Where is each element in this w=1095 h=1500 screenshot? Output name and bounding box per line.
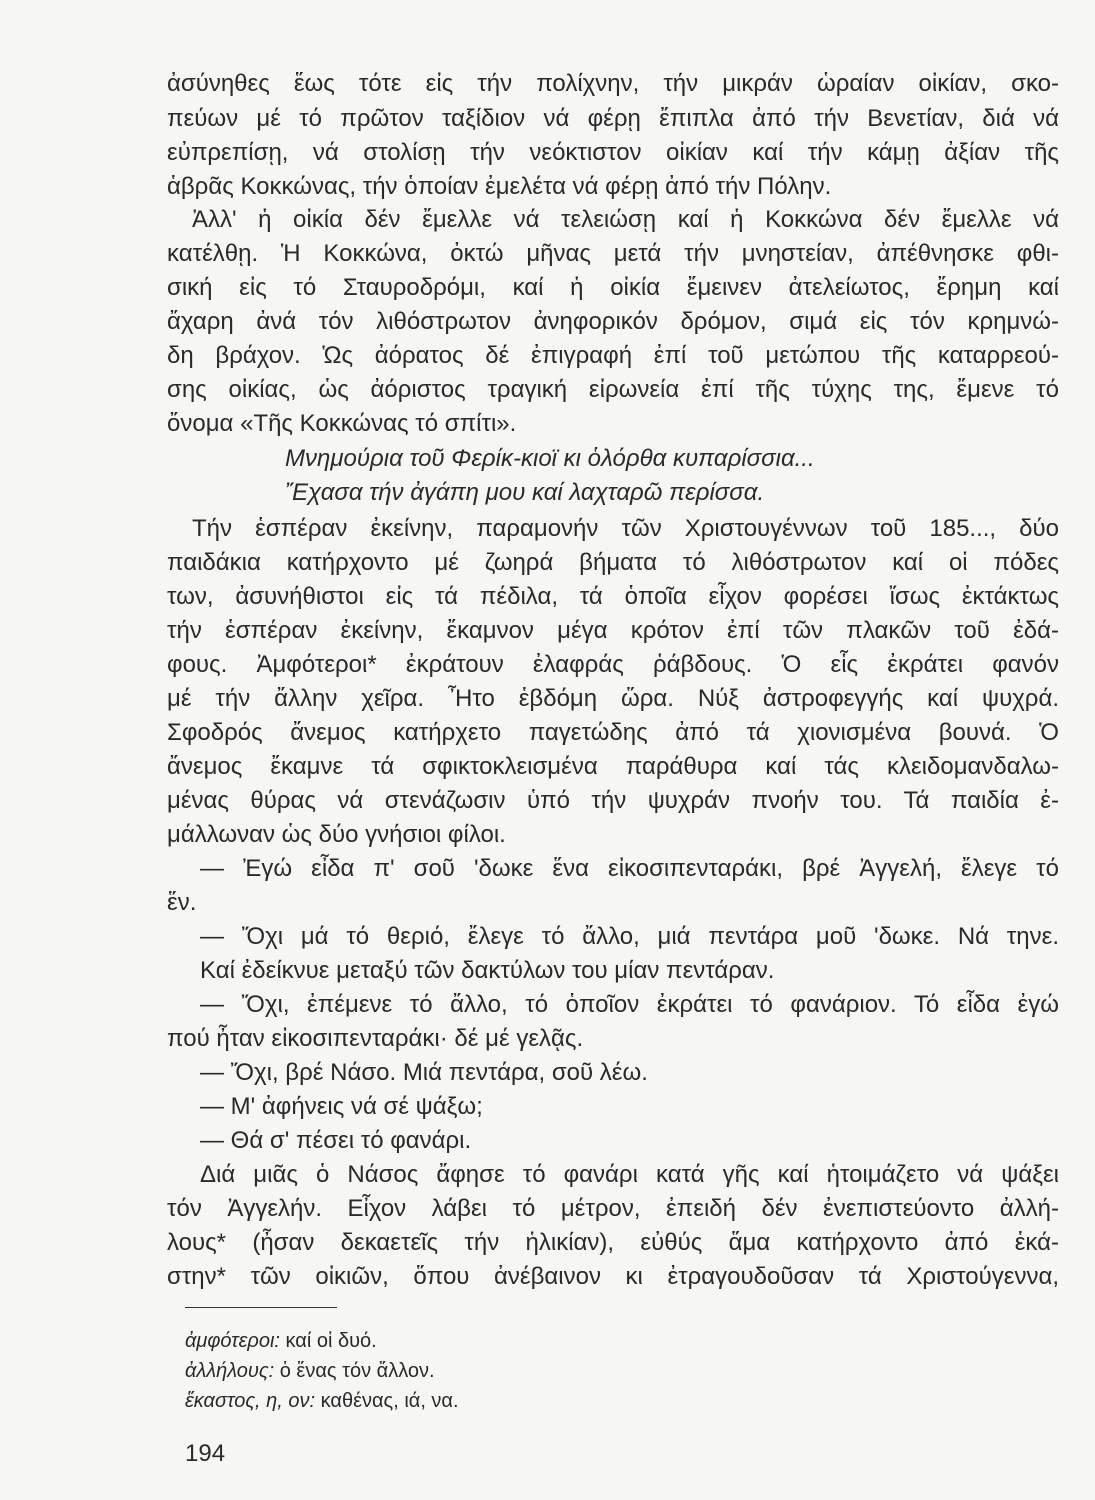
text-line: φους. Ἀμφότεροι* ἐκράτουν ἐλαφράς ῥάβδους. Ὁ εἷς ἐκράτει φανόν [167, 651, 1059, 678]
text-line: σική εἰς τό Σταυροδρόμι, καί ἡ οἰκία ἔμεινεν ἀτελείωτος, ἔρημη καί [167, 274, 1059, 301]
dialogue-line: — Ὄχι, βρέ Νάσο. Μιά πεντάρα, σοῦ λέω. [200, 1059, 648, 1086]
text-line: Διά μιᾶς ὁ Νάσος ἄφησε τό φανάρι κατά γῆς καί ἡτοιμάζετο νά ψάξει [200, 1161, 1059, 1188]
text-line: παιδάκια κατήρχοντο μέ ζωηρά βήματα τό λιθόστρωτον καί οἱ πόδες [167, 549, 1059, 576]
text-line: Τήν ἑσπέραν ἐκείνην, παραμονήν τῶν Χριστουγέννων τοῦ 185..., δύο [192, 515, 1059, 542]
text-line: σης οἰκίας, ὡς ἀόριστος τραγική εἰρωνεία ἐπί τῆς τύχης της, ἔμενε τό [167, 376, 1059, 403]
footnote-term: ἀλλήλους: [185, 1360, 275, 1382]
text-line: ἀσύνηθες ἕως τότε εἰς τήν πολίχνην, τήν μικράν ὡραίαν οἰκίαν, σκο- [167, 70, 1059, 97]
text-line: Καί ἐδείκνυε μεταξύ τῶν δακτύλων του μίαν πεντάραν. [200, 957, 775, 984]
dialogue-line: — Ὄχι, ἐπέμενε τό ἄλλο, τό ὁποῖον ἐκράτει τό φανάριον. Τό εἶδα ἐγώ [200, 991, 1059, 1018]
text-line: δη βράχον. Ὡς ἀόρατος δέ ἐπιγραφή ἐπί τοῦ μετώπου τῆς καταρρεού- [167, 342, 1059, 369]
footnote-term: ἕκαστος, η, ον: [185, 1390, 316, 1412]
footnote-gloss: ὁ ἕνας τόν ἄλλον. [279, 1360, 435, 1382]
footnote [185, 1326, 377, 1356]
text-line: εὐπρεπίσῃ, νά στολίσῃ τήν νεόκτιστον οἰκίαν καί τήν κάμῃ ἀξίαν τῆς [167, 139, 1059, 166]
dialogue-line: — Μ' ἀφήνεις νά σέ ψάξω; [200, 1093, 483, 1120]
text-line: Ἀλλ' ἡ οἰκία δέν ἔμελλε νά τελειώσῃ καί ἡ Κοκκώνα δέν ἔμελλε νά [192, 206, 1059, 233]
text-line: τήν ἑσπέραν ἐκείνην, ἔκαμνον μέγα κρότον ἐπί τῶν πλακῶν τοῦ ἐδά- [167, 617, 1059, 644]
footnote [185, 1356, 435, 1386]
dialogue-line: — Ὄχι μά τό θεριό, ἔλεγε τό ἄλλο, μιά πεντάρα μοῦ 'δωκε. Νά τηνε. [200, 923, 1059, 950]
text-line: κατέλθῃ. Ἡ Κοκκώνα, ὀκτώ μῆνας μετά τήν μνηστείαν, ἀπέθνησκε φθι- [167, 240, 1059, 267]
text-line: ἄχαρη ἀνά τόν λιθόστρωτον ἀνηφορικόν δρόμον, σιμά εἰς τόν κρημνώ- [167, 308, 1059, 335]
text-line: μένας θύρας νά στενάζωσιν ὑπό τήν ψυχράν πνοήν του. Τά παιδία ἐ- [167, 787, 1059, 814]
text-line: ἄνεμος ἔκαμνε τά σφικτοκλεισμένα παράθυρα καί τάς κλειδομανδαλω- [167, 753, 1059, 780]
text-line: λους* (ἦσαν δεκαετεῖς τήν ἡλικίαν), εὐθύς ἅμα κατήρχοντο ἀπό ἑκά- [167, 1229, 1059, 1256]
text-line: μέ τήν ἄλλην χεῖρα. Ἦτο ἑβδόμη ὥρα. Νύξ ἀστροφεγγής καί ψυχρά. [167, 685, 1059, 712]
verse-line: Μνημούρια τοῦ Φερίκ-κιοϊ κι ὁλόρθα κυπαρίσσια... [285, 445, 815, 472]
dialogue-line: — Ἐγώ εἶδα π' σοῦ 'δωκε ἕνα εἰκοσιπενταράκι, βρέ Ἀγγελή, ἔλεγε τό [200, 855, 1059, 882]
verse-line: Ἔχασα τήν ἀγάπη μου καί λαχταρῶ περίσσα. [285, 479, 765, 506]
text-line: Σφοδρός ἄνεμος κατήρχετο παγετώδης ἀπό τά χιονισμένα βουνά. Ὁ [167, 719, 1059, 746]
footnote [185, 1386, 459, 1416]
dialogue-line: — Θά σ' πέσει τό φανάρι. [200, 1127, 472, 1154]
text-line: ὄνομα «Τῆς Κοκκώνας τό σπίτι». [167, 410, 517, 437]
footnote-term: ἀμφότεροι: [185, 1330, 280, 1352]
footnote-gloss: καθένας, ιά, να. [320, 1390, 459, 1412]
text-line: ἕν. [167, 889, 197, 916]
footnote-divider [185, 1307, 337, 1308]
text-line: ἁβρᾶς Κοκκώνας, τήν ὁποίαν ἐμελέτα νά φέρῃ ἀπό τήν Πόλην. [167, 173, 832, 200]
text-line: στην* τῶν οἰκιῶν, ὅπου ἀνέβαινον κι ἐτραγουδοῦσαν τά Χριστούγεννα, [167, 1263, 1059, 1290]
page-number: 194 [185, 1440, 226, 1467]
text-line: των, ἀσυνήθιστοι εἰς τά πέδιλα, τά ὁποῖα εἶχον φορέσει ἴσως ἐκτάκτως [167, 583, 1059, 610]
footnote-gloss: καί οἱ δυό. [285, 1330, 377, 1352]
text-line: πεύων μέ τό πρῶτον ταξίδιον νά φέρῃ ἔπιπλα ἀπό τήν Βενετίαν, διά νά [167, 105, 1059, 132]
text-line: μάλλωναν ὡς δύο γνήσιοι φίλοι. [167, 821, 506, 848]
text-line: τόν Ἀγγελήν. Εἶχον λάβει τό μέτρον, ἐπειδή δέν ἐνεπιστεύοντο ἀλλή- [167, 1195, 1059, 1222]
text-line: πού ἦταν εἰκοσιπενταράκι· δέ μέ γελᾷς. [167, 1025, 584, 1052]
